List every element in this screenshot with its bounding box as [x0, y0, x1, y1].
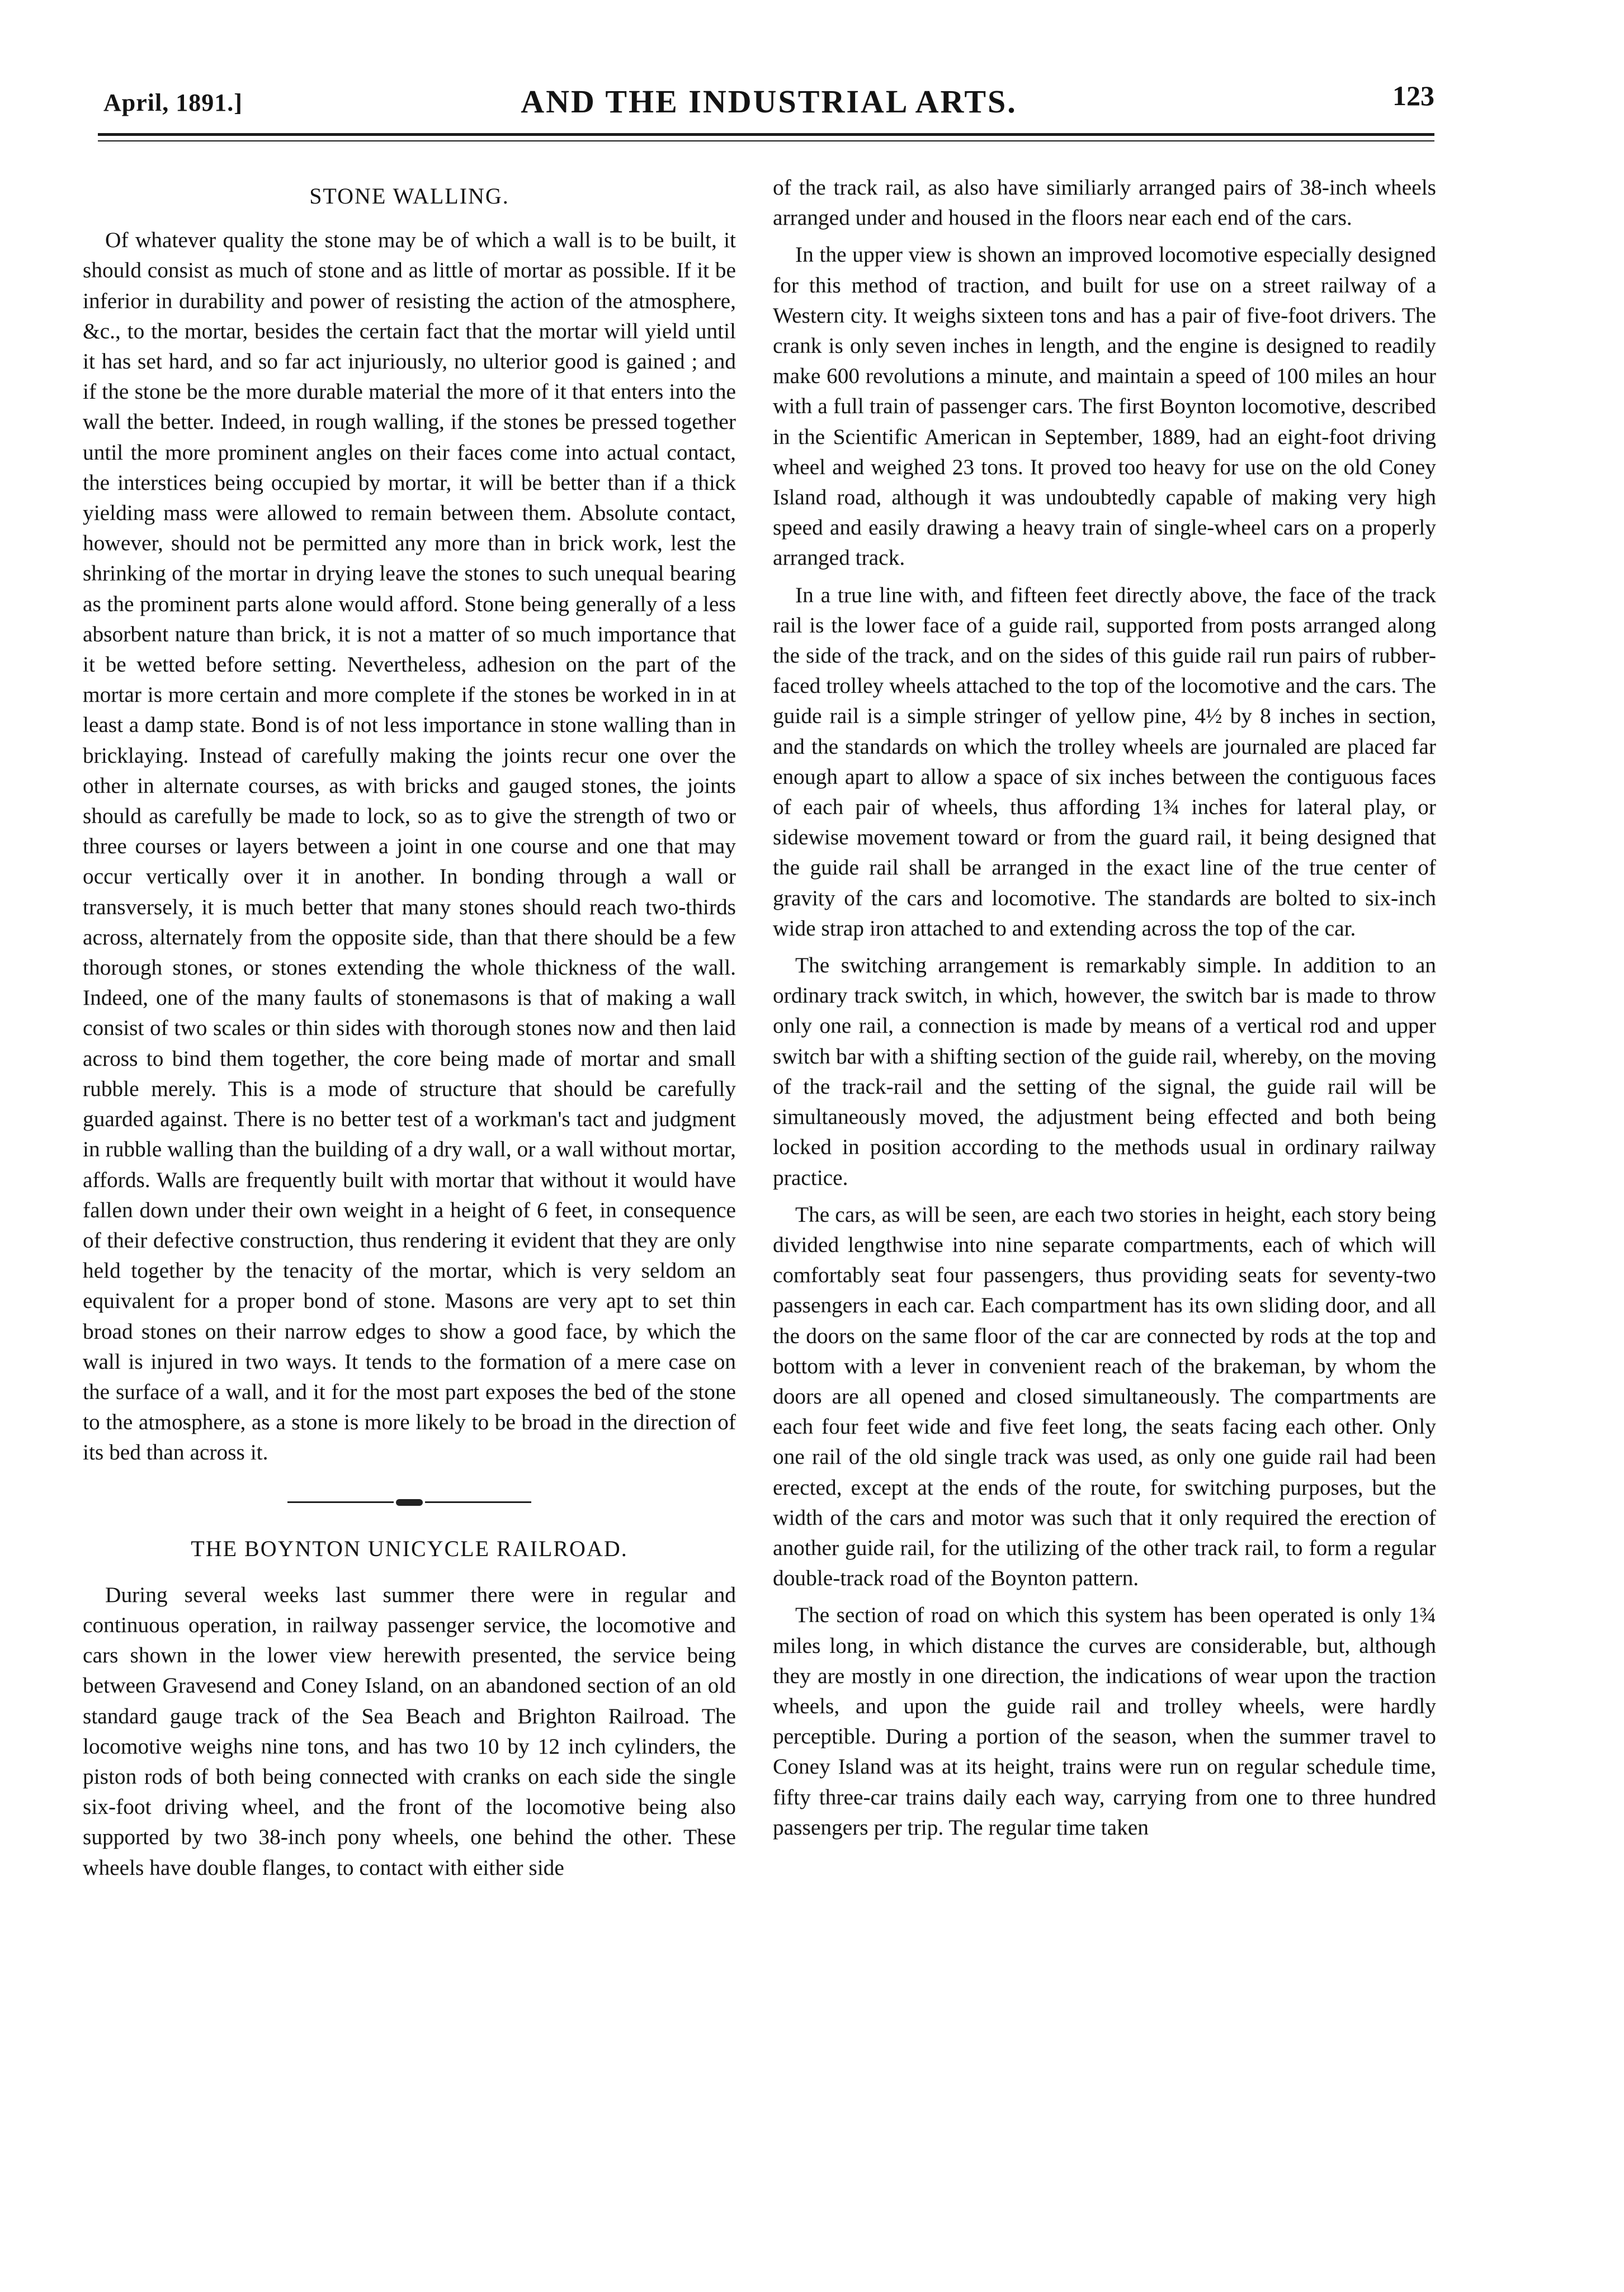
- separator-line-left: [287, 1501, 394, 1503]
- article-title-boynton: THE BOYNTON UNICYCLE RAILROAD.: [191, 1535, 628, 1561]
- boynton-paragraph: During several weeks last summer there were in regular and continuous operation, in railway passenger service, the locomotive and cars shown in the lower view herewith presented, the service being between Gravesend and Coney Island, on an abandoned section of an old standard gauge track of the Sea Beach and Brighton Railroad. The locomotive weighs nine tons, and has two 10 by 12 inch cylinders, the piston rods of both being connected with cranks on each side the single six-foot driving wheel, and the front of the locomotive being also supported by two 38-inch pony wheels, one behind the other. These wheels have double flanges, to contact with either side: [83, 1582, 736, 1880]
- boynton-paragraph: of the track rail, as also have similiarly arranged pairs of 38-inch wheels arranged under and housed in the floors near each end of the cars.: [773, 175, 1436, 230]
- boynton-paragraph: The cars, as will be seen, are each two stories in height, each story being divided lengthwise into nine separate compartments, each of which will comfortably seat four passengers, thus providing seats for seventy-two passengers in each car. Each compartment has its own sliding door, and all the doors on the same floor of the car are connected by rods at the top and bottom with a lever in convenient reach of the brakeman, by whom the doors are all opened and closed simultaneously. The compartments are each four feet wide and five feet long, the seats facing each other. Only one rail of the old single track was used, as only one guide rail had been erected, except at the ends of the route, for switching purposes, but the width of the cars and motor was such that it only required the erection of another guide rail, for the utilizing of the other track rail, to form a regular double-track road of the Boynton pattern.: [773, 1202, 1436, 1591]
- page-number: 123: [1392, 80, 1434, 111]
- boynton-paragraph: The switching arrangement is remarkably simple. In addition to an ordinary track switch, in which, however, the switch bar is made to throw only one rail, a connection is made by means of a vertical rod and upper switch bar with a shifting section of the guide rail, whereby, on the moving of the track-rail and the setting of the signal, the guide rail will be simultaneously moved, the adjustment being effected and both being locked in position according to the methods usual in ordinary railway practice.: [773, 953, 1436, 1190]
- journal-title: AND THE INDUSTRIAL ARTS.: [521, 83, 1017, 120]
- stone-walling-body: Of whatever quality the stone may be of which a wall is to be built, it should consist as much of stone and as little of mortar as possible. If it be inferior in durability and power of resisting the action of the atmosphere, &c., to the mortar, besides the certain fact that the mortar will yield until it has set hard, and so far act injuriously, no ulterior good is gained ; and if the stone be the more durable material the more of it that enters into the wall the better. Indeed, in rough walling, if the stones be pressed together until the more prominent angles on their faces come into actual contact, the interstices being occupied by mortar, it will be better than if a thick yielding mass were allowed to remain between them. Absolute contact, however, should not be permitted any more than in brick work, lest the shrinking of the mortar in drying leave the stones to such unequal bearing as the prominent parts alone would afford. Stone being generally of a less absorbent nature than brick, it is not a matter of so much importance that it be wetted before setting. Nevertheless, adhesion on the part of the mortar is more certain and more complete if the stones be worked in in at least a damp state. Bond is of not less importance in stone walling than in bricklaying. Instead of carefully making the joints recur one over the other in alternate courses, as with bricks and gauged stones, the joints should as carefully be made to lock, so as to give the strength of two or three courses or layers between a joint in one course and one that may occur vertically over it in another. In bonding through a wall or transversely, it is much better that many stones should reach two-thirds across, alternately from the opposite side, than that there should be a few thorough stones, or stones extending the whole thickness of the wall. Indeed, one of the many faults of stonemasons is that of making a wall consist of two scales or thin sides with thorough stones now and then laid across to bind them together, the core being made of mortar and small rubble merely. This is a mode of structure that should be carefully guarded against. There is no better test of a workman's tact and judgment in rubble walling than the building of a dry wall, or a wall without mortar, affords. Walls are frequently built with mortar that without it would have fallen down under their own weight in a height of 6 feet, in consequence of their defective construction, thus rendering it evident that they are only held together by the tenacity of the mortar, which is very seldom an equivalent for a proper bond of stone. Masons are very apt to set thin broad stones on their narrow edges to show a good face, by which the wall is injured in two ways. It tends to the formation of a mere case on the surface of a wall, and it for the most part exposes the bed of the stone to the atmosphere, as a stone is more likely to be broad in the direction of its bed than across it.: [83, 228, 736, 1465]
- issue-date: April, 1891.]: [103, 89, 243, 116]
- article-separator: [83, 1486, 736, 1519]
- boynton-paragraph: In a true line with, and fifteen feet directly above, the face of the track rail is the lower face of a guide rail, supported from posts arranged along the side of the track, and on the sides of this guide rail run pairs of rubber-faced trolley wheels attached to the top of the locomotive and the cars. The guide rail is a simple stringer of yellow pine, 4½ by 8 inches in section, and the standards on which the trolley wheels are journaled are placed far enough apart to allow a space of six inches between the contiguous faces of each pair of wheels, thus affording 1¾ inches for lateral play, or sidewise movement toward or from the guard rail, it being designed that the guide rail shall be arranged in the exact line of the true center of gravity of the cars and locomotive. The standards are bolted to six-inch wide strap iron attached to and extending across the top of the car.: [773, 582, 1436, 941]
- header-rule-thick: [98, 133, 1434, 136]
- separator-line-right: [425, 1501, 531, 1503]
- article-title-stone-walling: STONE WALLING.: [309, 183, 509, 209]
- left-column: [83, 173, 736, 1883]
- boynton-paragraph: The section of road on which this system has been operated is only 1¾ miles long, in which distance the curves are considerable, but, although they are mostly in one direction, the indications of wear upon the traction wheels, and upon the guide rail and trolley wheels, were hardly perceptible. During a portion of the season, when the summer travel to Coney Island was at its height, trains were run on regular schedule time, fifty three-car trains daily each way, carrying from one to three hundred passengers per trip. The regular time taken: [773, 1603, 1436, 1840]
- separator-ornament: [396, 1499, 423, 1506]
- running-head: [103, 78, 1434, 120]
- boynton-paragraph: In the upper view is shown an improved locomotive especially designed for this method of traction, and built for use on a street railway of a Western city. It weighs sixteen tons and has a pair of five-foot drivers. The crank is only seven inches in length, and the engine is designed to readily make 600 revolutions a minute, and maintain a speed of 100 miles an hour with a full train of passenger cars. The first Boynton locomotive, described in the Scientific American in September, 1889, had an eight-foot driving wheel and weighed 23 tons. It proved too heavy for use on the old Coney Island road, although it was undoubtedly capable of making very high speed and easily drawing a heavy train of single-wheel cars on a properly arranged track.: [773, 242, 1436, 570]
- right-column: [773, 172, 1436, 1842]
- header-rule-thin: [98, 140, 1434, 141]
